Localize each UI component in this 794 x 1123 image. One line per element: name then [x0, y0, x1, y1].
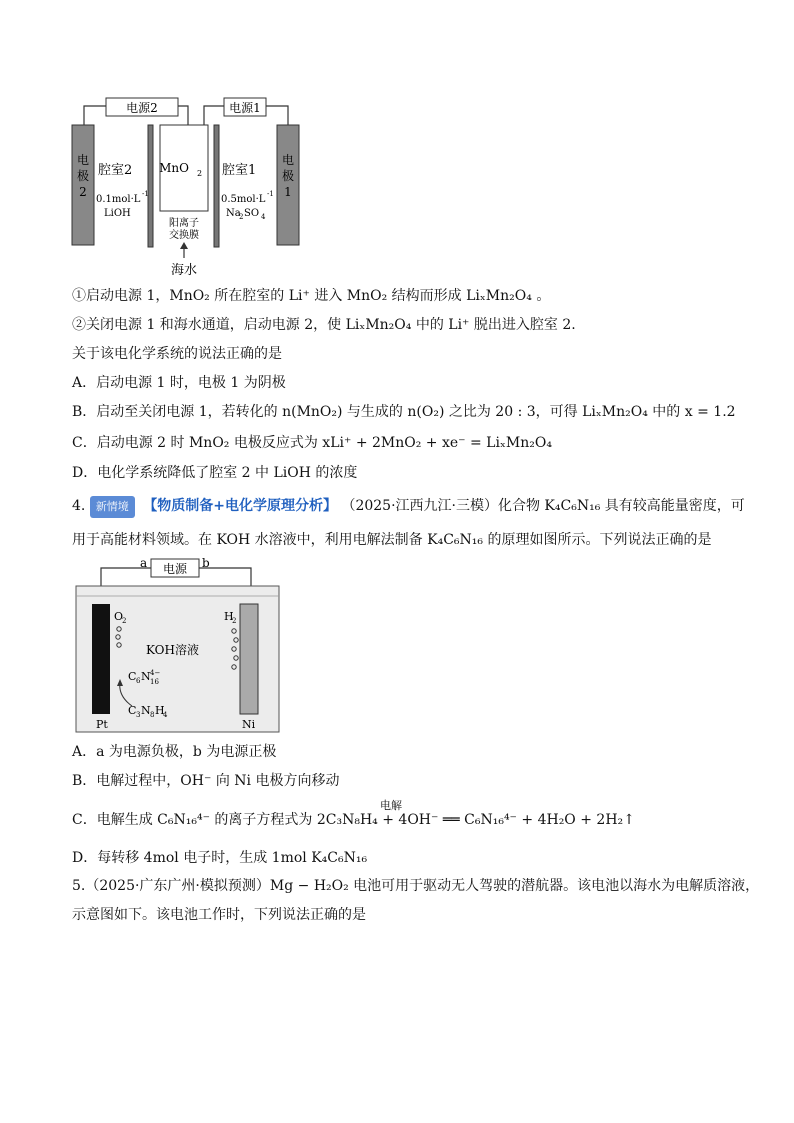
- power-source-2-label: 电源2: [126, 101, 158, 115]
- power-source-label: 电源: [162, 562, 188, 576]
- q5-line-2: 示意图如下。该电池工作时，下列说法正确的是: [72, 907, 366, 923]
- new-context-badge: 新情境: [90, 496, 135, 518]
- reactant-n: N: [141, 704, 151, 717]
- ni-label: Ni: [242, 718, 256, 731]
- electrolysis-cell-diagram-2: [74, 556, 284, 734]
- electrode-2-char2: 极: [76, 169, 90, 183]
- chamber-1-solute-a: Na: [226, 208, 241, 219]
- q4-header: [72, 496, 745, 518]
- reactant-s2: 8: [150, 711, 155, 719]
- mno2-sub: 2: [197, 169, 203, 178]
- q3-option-c: C．启动电源 2 时 MnO₂ 电极反应式为 xLi⁺ + 2MnO₂ + xe⁻ = LiₓMn₂O₄: [72, 435, 552, 451]
- q3-option-b: B．启动至关闭电源 1，若转化的 n(MnO₂) 与生成的 n(O₂) 之比为 20 : 3，可得 LiₓMn₂O₄ 中的 x = 1.2: [72, 404, 736, 420]
- q4-option-c-condition: 电解: [380, 799, 402, 812]
- q4-option-c: C．电解生成 C₆N₁₆⁴⁻ 的离子方程式为 2C₃N₈H₄ + 4OH⁻ ══ C₆N₁₆⁴⁻ + 4H₂O + 2H₂↑: [72, 812, 635, 828]
- chamber-1-solute-sub1: 2: [239, 213, 244, 221]
- q3-step1: ①启动电源 1，MnO₂ 所在腔室的 Li⁺ 进入 MnO₂ 结构而形成 LiₓMn₂O₄ 。: [72, 288, 551, 304]
- product-label-c: C: [128, 670, 137, 683]
- chamber-2-label: 腔室2: [98, 163, 133, 178]
- product-label-s1: 6: [136, 677, 141, 685]
- electrode-1-char3: 1: [284, 185, 292, 199]
- membrane-label-1: 阳离子: [169, 218, 199, 229]
- q4-option-d: D．每转移 4mol 电子时，生成 1mol K₄C₆N₁₆: [72, 850, 368, 866]
- terminal-a-label: a: [140, 556, 148, 570]
- q3-option-d: D．电化学系统降低了腔室 2 中 LiOH 的浓度: [72, 465, 358, 481]
- seawater-label: 海水: [170, 263, 198, 278]
- reactant-s1: 3: [136, 711, 141, 719]
- chamber-2-conc: 0.1mol·L: [96, 194, 141, 205]
- pt-electrode: [92, 604, 110, 714]
- q4-source-stem: （2025·江西九江·三模）化合物 K₄C₆N₁₆ 具有较高能量密度，可: [341, 498, 745, 514]
- membrane-left: [148, 125, 153, 247]
- q4-option-a: A．a 为电源负极，b 为电源正极: [72, 744, 277, 760]
- chamber-2-conc-sup: -1: [142, 190, 149, 198]
- membrane-label-2: 交换膜: [169, 230, 199, 241]
- chamber-1-conc-sup: -1: [267, 190, 274, 198]
- electrochemical-cell-diagram-1: [66, 92, 316, 282]
- q3-option-a: A．启动电源 1 时，电极 1 为阴极: [72, 375, 286, 391]
- chamber-1-solute-sub2: 4: [261, 213, 266, 221]
- product-label-sup: 4−: [150, 669, 161, 677]
- mno2-label: MnO: [159, 161, 189, 175]
- chamber-1-label: 腔室1: [222, 163, 257, 178]
- membrane-right: [214, 125, 219, 247]
- q5-line-1: 5.（2025·广东广州·模拟预测）Mg − H₂O₂ 电池可用于驱动无人驾驶的潜航器。该电池以海水为电解质溶液，: [72, 878, 760, 894]
- electrode-1-char1: 电: [281, 153, 295, 167]
- chamber-1-conc: 0.5mol·L: [221, 194, 266, 205]
- reactant-s3: 4: [163, 711, 168, 719]
- koh-solution-label: KOH溶液: [146, 643, 199, 657]
- q3-step2: ②关闭电源 1 和海水通道，启动电源 2，使 LiₓMn₂O₄ 中的 Li⁺ 脱出进入腔室 2.: [72, 317, 576, 333]
- chamber-1-solute-b: SO: [244, 208, 260, 219]
- reactant-c: C: [128, 704, 137, 717]
- electrode-2-char1: 电: [76, 153, 90, 167]
- h2-label: H: [224, 610, 234, 623]
- h2-sub: 2: [232, 617, 237, 625]
- electrode-1-char2: 极: [281, 169, 295, 183]
- chamber-2-solute: LiOH: [104, 208, 131, 219]
- q4-stem-2: 用于高能材料领域。在 KOH 水溶液中，利用电解法制备 K₄C₆N₁₆ 的原理如图所示。下列说法正确的是: [72, 532, 712, 548]
- ni-electrode: [240, 604, 258, 714]
- q3-stem: 关于该电化学系统的说法正确的是: [72, 346, 282, 362]
- o2-sub: 2: [122, 617, 127, 625]
- q4-topic: 【物质制备+电化学原理分析】: [143, 498, 337, 514]
- electrode-2-char3: 2: [79, 185, 87, 199]
- q4-option-b: B．电解过程中，OH⁻ 向 Ni 电极方向移动: [72, 773, 340, 789]
- product-label-s2: 16: [150, 678, 159, 686]
- reactant-h: H: [155, 704, 165, 717]
- q4-number: 4.: [72, 498, 86, 514]
- pt-label: Pt: [96, 718, 108, 731]
- terminal-b-label: b: [202, 556, 210, 570]
- power-source-1-label: 电源1: [229, 101, 261, 115]
- o2-label: O: [114, 610, 124, 623]
- product-label-n: N: [141, 670, 151, 683]
